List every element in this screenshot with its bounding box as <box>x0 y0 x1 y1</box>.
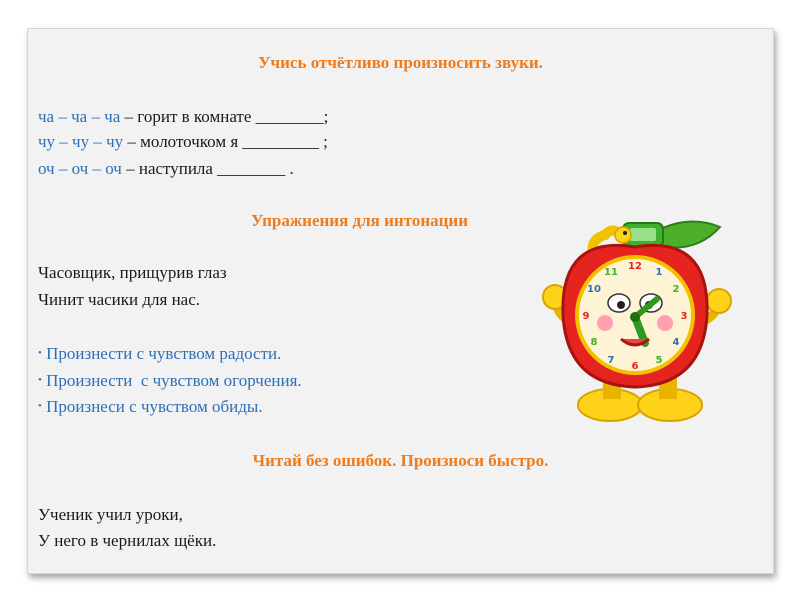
syllables: ча – ча – ча <box>38 107 121 126</box>
sound-line-1 <box>38 107 328 127</box>
syllables: оч – оч – оч <box>38 159 122 178</box>
clock-number: 4 <box>672 337 680 348</box>
poem1-line-2: Чинит часики для нас. <box>38 290 201 309</box>
clock-number: 5 <box>655 355 663 366</box>
clock-number: 12 <box>628 261 642 272</box>
sound-line-3 <box>38 159 294 179</box>
toy-clock-illustration <box>535 205 735 425</box>
clock-number: 3 <box>680 311 688 322</box>
clock-number: 1 <box>655 267 663 278</box>
slide-card <box>27 28 774 574</box>
bullet-item: • Произнести с чувством огорчения. <box>38 371 302 390</box>
syllables: чу – чу – чу <box>38 132 124 151</box>
line-text: – молоточком я _________ ; <box>123 132 328 151</box>
poem2-line-2: У него в чернилах щёки. <box>38 531 217 550</box>
heading-intonation: Упражнения для интонации <box>251 211 469 230</box>
heading-sounds: Учись отчётливо произносить звуки. <box>258 53 543 72</box>
clock-number: 10 <box>587 284 601 295</box>
heading-read: Читай без ошибок. Произноси быстро. <box>252 451 549 470</box>
clock-number: 6 <box>631 361 639 372</box>
line-text: – наступила ________ . <box>121 159 294 178</box>
sound-line-2 <box>38 132 328 152</box>
bullet-item: • Произнести с чувством радости. <box>38 344 282 363</box>
clock-number: 7 <box>607 355 615 366</box>
clock-number: 8 <box>590 337 598 348</box>
clock-number: 9 <box>582 311 590 322</box>
clock-number: 2 <box>672 284 680 295</box>
poem1-line-1: Часовщик, прищурив глаз <box>38 263 227 282</box>
poem2-line-1: Ученик учил уроки, <box>38 505 183 524</box>
line-text: – горит в комнате ________; <box>120 107 329 126</box>
bullet-item: • Произнеси с чувством обиды. <box>38 397 263 416</box>
clock-number: 11 <box>604 267 618 278</box>
